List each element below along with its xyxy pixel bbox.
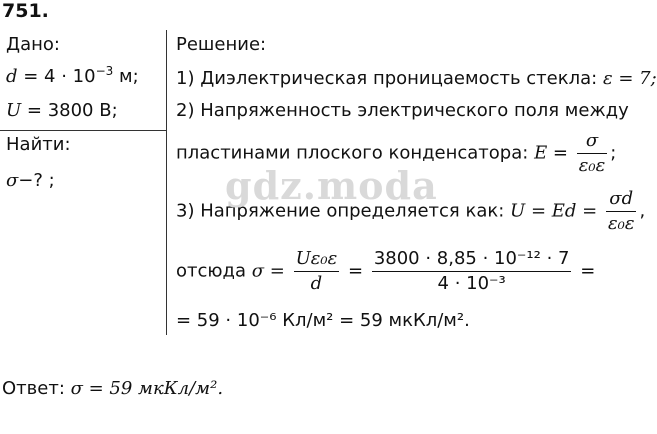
watermark: gdz.moda (225, 163, 438, 208)
horizontal-divider (0, 130, 167, 131)
fraction-formula (294, 248, 340, 295)
line5-text: отсюда (176, 260, 252, 282)
solution-header: Решение: (176, 34, 267, 55)
line1-eq: ε = 7; (602, 68, 657, 89)
d-exponent: −3 (95, 64, 114, 78)
line5-end: = (574, 260, 596, 282)
solution-line-6: = 59 · 10⁻⁶ Кл/м² = 59 мкКл/м². (176, 310, 470, 331)
solution-line-5 (176, 248, 595, 295)
answer-label: Ответ: (2, 378, 71, 399)
solution-line-1 (176, 68, 657, 90)
line5-eq: = (342, 260, 369, 282)
U-value: = 3800 В; (21, 100, 118, 121)
solution-line-2: 2) Напряженность электрического поля между (176, 100, 629, 121)
problem-number: 751. (2, 0, 49, 22)
answer (2, 378, 223, 400)
fraction-numeric (372, 248, 572, 295)
given-header: Дано: (6, 34, 60, 55)
line3-E: E (534, 142, 548, 164)
line4-end: , (639, 200, 646, 222)
fraction-sigma-over-eps (577, 130, 608, 177)
line3-eq: = (547, 142, 574, 164)
fraction-denominator: 4 · 10⁻³ (437, 273, 506, 294)
fraction-numerator: Uε₀ε (294, 248, 340, 272)
line3-end: ; (610, 142, 617, 164)
fraction-denominator: ε₀ε (578, 155, 606, 176)
line5-sigma: σ = (251, 260, 291, 282)
fraction-denominator: d (310, 273, 323, 294)
line4-text: 3) Напряжение определяется как: (176, 200, 511, 222)
given-voltage (6, 100, 118, 122)
fraction-numerator: 3800 · 8,85 · 10⁻¹² · 7 (372, 248, 572, 272)
fraction-denominator: ε₀ε (607, 213, 635, 234)
d-unit: м; (113, 66, 139, 87)
d-value: = 4 · 10 (17, 66, 96, 87)
fraction-numerator: σ (577, 130, 608, 154)
answer-value: σ = 59 мкКл/м². (70, 378, 224, 399)
given-distance (6, 66, 139, 88)
vertical-divider (166, 30, 167, 335)
U-symbol: U (6, 100, 22, 121)
find-sigma (6, 170, 55, 192)
line4-eq: U = Ed = (510, 200, 603, 222)
fraction-sigma-d-over-eps (606, 188, 637, 235)
fraction-numerator: σd (606, 188, 637, 212)
d-symbol: d (6, 66, 18, 87)
find-rest: −? ; (18, 170, 55, 191)
find-header: Найти: (6, 134, 71, 155)
line1-text: 1) Диэлектрическая проницаемость стекла: (176, 68, 603, 89)
sigma-symbol: σ (6, 170, 19, 191)
line3-text: пластинами плоского конденсатора: (176, 142, 535, 164)
